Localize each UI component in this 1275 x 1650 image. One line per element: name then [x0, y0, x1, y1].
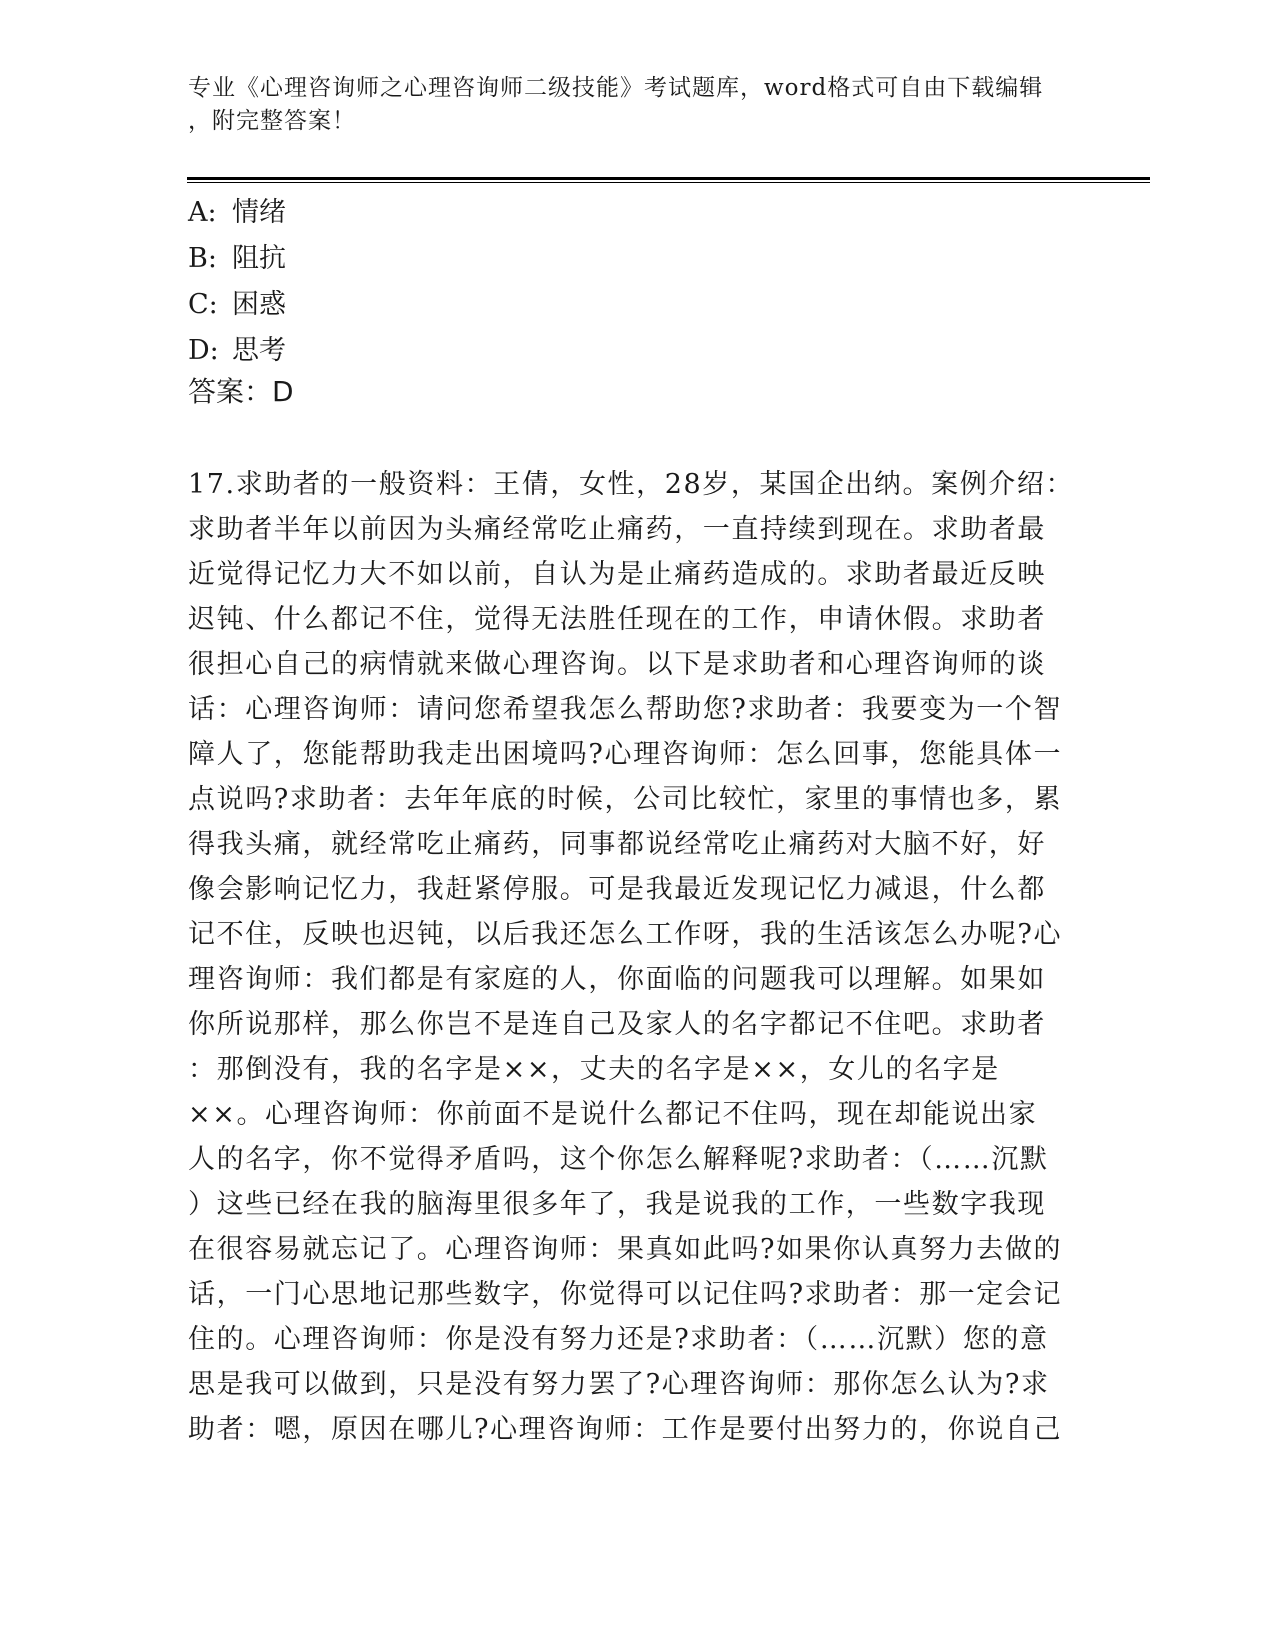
header-line: 专业《心理咨询师之心理咨询师二级技能》考试题库，word格式可自由下载编辑 [188, 75, 1044, 101]
question-line: 得我头痛，就经常吃止痛药，同事都说经常吃止痛药对大脑不好，好 [188, 829, 1046, 860]
question-line: 迟钝、什么都记不住，觉得无法胜任现在的工作，申请休假。求助者 [188, 604, 1046, 635]
question-line: 障人了，您能帮助我走出困境吗?心理咨询师：怎么回事，您能具体一 [188, 739, 1063, 770]
question-line: 人的名字，你不觉得矛盾吗，这个你怎么解释呢?求助者：（……沉默 [188, 1144, 1049, 1175]
question-line: 记不住，反映也迟钝，以后我还怎么工作呀，我的生活该怎么办呢?心 [188, 919, 1063, 950]
question-line: 住的。心理咨询师：你是没有努力还是?求助者：（……沉默）您的意 [188, 1324, 1049, 1355]
option-c [188, 282, 286, 328]
question-line: 近觉得记忆力大不如以前，自认为是止痛药造成的。求助者最近反映 [188, 559, 1046, 590]
option-d [188, 328, 286, 374]
question-line: 理咨询师：我们都是有家庭的人，你面临的问题我可以理解。如果如 [188, 964, 1046, 995]
option-text: 阻抗 [232, 243, 286, 274]
option-letter: B: [188, 243, 217, 274]
option-a [188, 190, 286, 236]
question-line: 点说吗?求助者：去年年底的时候，公司比较忙，家里的事情也多，累 [188, 784, 1063, 815]
question-line: 话，一门心思地记那些数字，你觉得可以记住吗?求助者：那一定会记 [188, 1279, 1063, 1310]
option-list [188, 190, 286, 374]
option-letter: C: [188, 289, 218, 320]
page-header [188, 72, 1068, 138]
question-line: ：那倒没有，我的名字是××，丈夫的名字是××，女儿的名字是 [188, 1054, 1000, 1085]
answer-line: 答案：D [188, 375, 294, 408]
option-text: 思考 [232, 335, 286, 366]
option-text: 情绪 [232, 197, 286, 228]
option-b [188, 236, 286, 282]
question-line: 17.求助者的一般资料：王倩，女性，28岁，某国企出纳。案例介绍： [188, 469, 1075, 500]
question-line: 很担心自己的病情就来做心理咨询。以下是求助者和心理咨询师的谈 [188, 649, 1046, 680]
question-line: 思是我可以做到，只是没有努力罢了?心理咨询师：那你怎么认为?求 [188, 1369, 1050, 1400]
header-line: ，附完整答案！ [188, 108, 356, 134]
question-line: 话：心理咨询师：请问您希望我怎么帮助您?求助者：我要变为一个智 [188, 694, 1063, 725]
option-letter: A: [188, 197, 217, 228]
question-line: 你所说那样，那么你岂不是连自己及家人的名字都记不住吧。求助者 [188, 1009, 1046, 1040]
question-line: ）这些已经在我的脑海里很多年了，我是说我的工作，一些数字我现 [188, 1189, 1046, 1220]
question-line: 在很容易就忘记了。心理咨询师：果真如此吗?如果你认真努力去做的 [188, 1234, 1063, 1265]
option-letter: D: [188, 335, 219, 366]
question-line: 助者：嗯，原因在哪儿?心理咨询师：工作是要付出努力的，你说自己 [188, 1414, 1063, 1445]
question-line: 求助者半年以前因为头痛经常吃止痛药，一直持续到现在。求助者最 [188, 514, 1046, 545]
header-divider-thick [187, 177, 1150, 180]
header-divider-thin [187, 182, 1150, 183]
option-text: 困惑 [232, 289, 286, 320]
question-line: ××。心理咨询师：你前面不是说什么都记不住吗，现在却能说出家 [188, 1099, 1038, 1130]
question-line: 像会影响记忆力，我赶紧停服。可是我最近发现记忆力减退，什么都 [188, 874, 1046, 905]
question-17 [188, 462, 1075, 1452]
